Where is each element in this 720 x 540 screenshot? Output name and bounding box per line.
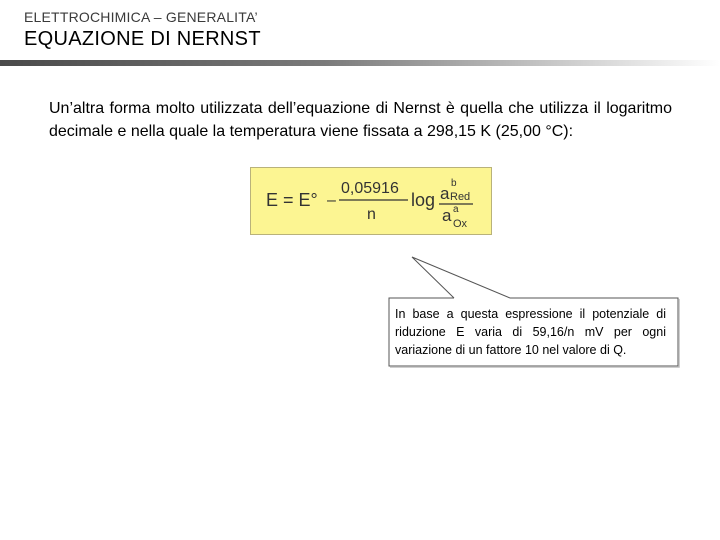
formula-denominator: n bbox=[367, 206, 376, 223]
intro-paragraph: Un’altra forma molto utilizzata dell’equazione di Nernst è quella che utilizza il logaritmo decimale e nella quale la temperatura viene fissata a 298,15 K (25,00 °C): bbox=[49, 100, 672, 140]
activity-red-sub: Red bbox=[450, 191, 471, 203]
formula-lhs: E = E° bbox=[266, 190, 318, 210]
formula-numerator: 0,05916 bbox=[341, 180, 399, 197]
activity-ox-base: a bbox=[442, 206, 452, 225]
activity-ox-sub: Ox bbox=[453, 218, 468, 230]
activity-red-base: a bbox=[440, 184, 450, 203]
callout-text: In base a questa espressione il potenziale di riduzione E varia di 59,16/n mV per ogni variazione di un fattore 10 nel valore di Q. bbox=[395, 307, 666, 357]
activity-ox-exp: a bbox=[453, 204, 459, 215]
slide-supertitle: ELETTROCHIMICA – GENERALITA’ bbox=[24, 9, 258, 25]
slide-title: EQUAZIONE DI NERNST bbox=[24, 28, 261, 50]
formula-minus: – bbox=[327, 192, 336, 209]
formula-log: log bbox=[411, 190, 436, 210]
activity-red-exp: b bbox=[451, 178, 457, 189]
